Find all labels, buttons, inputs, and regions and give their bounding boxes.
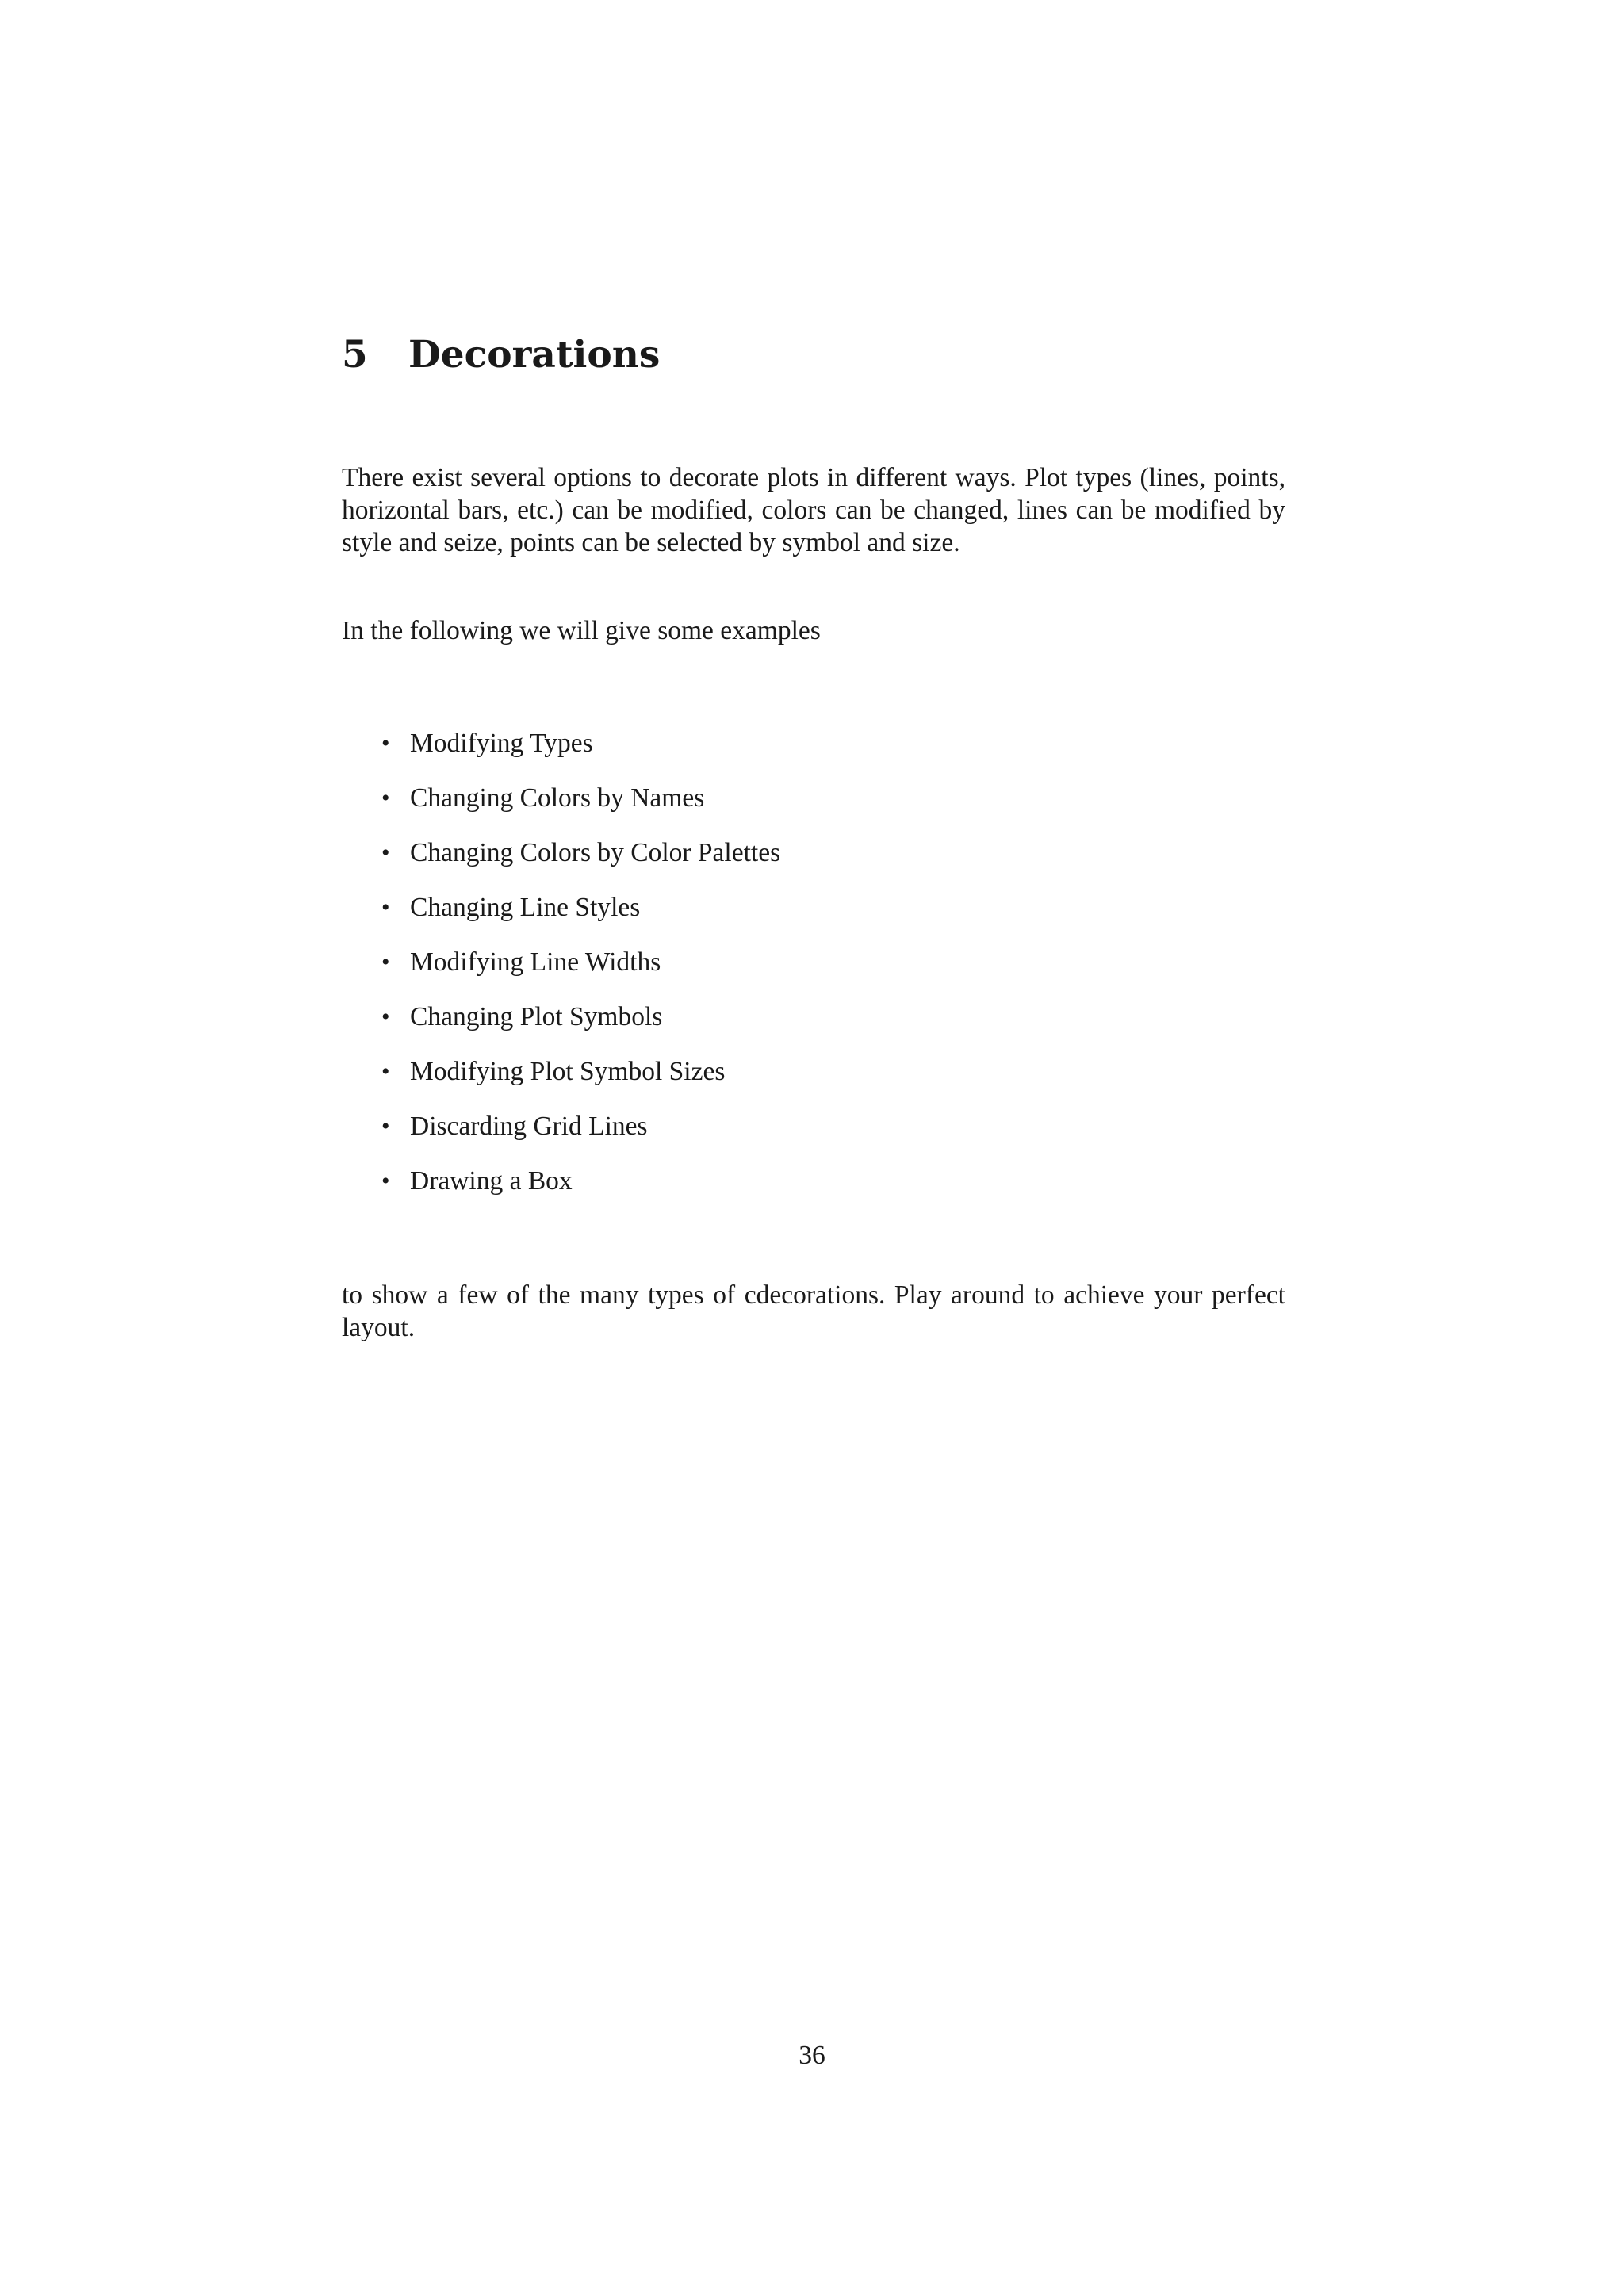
examples-list <box>342 727 780 1219</box>
list-item-label: Modifying Line Widths <box>410 947 661 977</box>
list-item <box>342 1001 780 1055</box>
bullet-icon: • <box>381 1113 390 1139</box>
list-item <box>342 836 780 891</box>
list-item-label: Drawing a Box <box>410 1166 573 1196</box>
bullet-icon: • <box>381 1058 390 1085</box>
section-number: 5 <box>342 333 368 377</box>
bullet-icon: • <box>381 730 390 756</box>
list-item-label: Modifying Types <box>410 729 593 758</box>
list-item-label: Changing Colors by Names <box>410 783 705 813</box>
section-title: Decorations <box>408 333 661 377</box>
bullet-icon: • <box>381 894 390 920</box>
outro-paragraph: to show a few of the many types of cdecorations. Play around to achieve your perfect layout. <box>342 1280 1285 1342</box>
list-item <box>342 727 780 782</box>
list-item-label: Discarding Grid Lines <box>410 1112 648 1141</box>
list-item <box>342 891 780 946</box>
page-number: 36 <box>799 2041 825 2070</box>
intro-paragraph: There exist several options to decorate plots in different ways. Plot types (lines, points, horizontal bars, etc.) can be modified, colors can be changed, lines can be modified by style and seize, points can be selected by symbol and size. <box>342 463 1285 557</box>
list-item <box>342 782 780 836</box>
list-item <box>342 946 780 1001</box>
list-item <box>342 1110 780 1165</box>
bullet-icon: • <box>381 785 390 811</box>
bullet-icon: • <box>381 1004 390 1030</box>
list-item-label: Changing Colors by Color Palettes <box>410 838 781 867</box>
bullet-icon: • <box>381 1168 390 1194</box>
list-item-label: Changing Plot Symbols <box>410 1002 663 1031</box>
list-item <box>342 1165 780 1219</box>
section-heading <box>342 331 1293 379</box>
list-item-label: Modifying Plot Symbol Sizes <box>410 1057 726 1086</box>
bullet-icon: • <box>381 840 390 866</box>
list-item-label: Changing Line Styles <box>410 893 641 922</box>
lead-paragraph: In the following we will give some examples <box>342 616 821 645</box>
list-item <box>342 1055 780 1110</box>
bullet-icon: • <box>381 949 390 975</box>
